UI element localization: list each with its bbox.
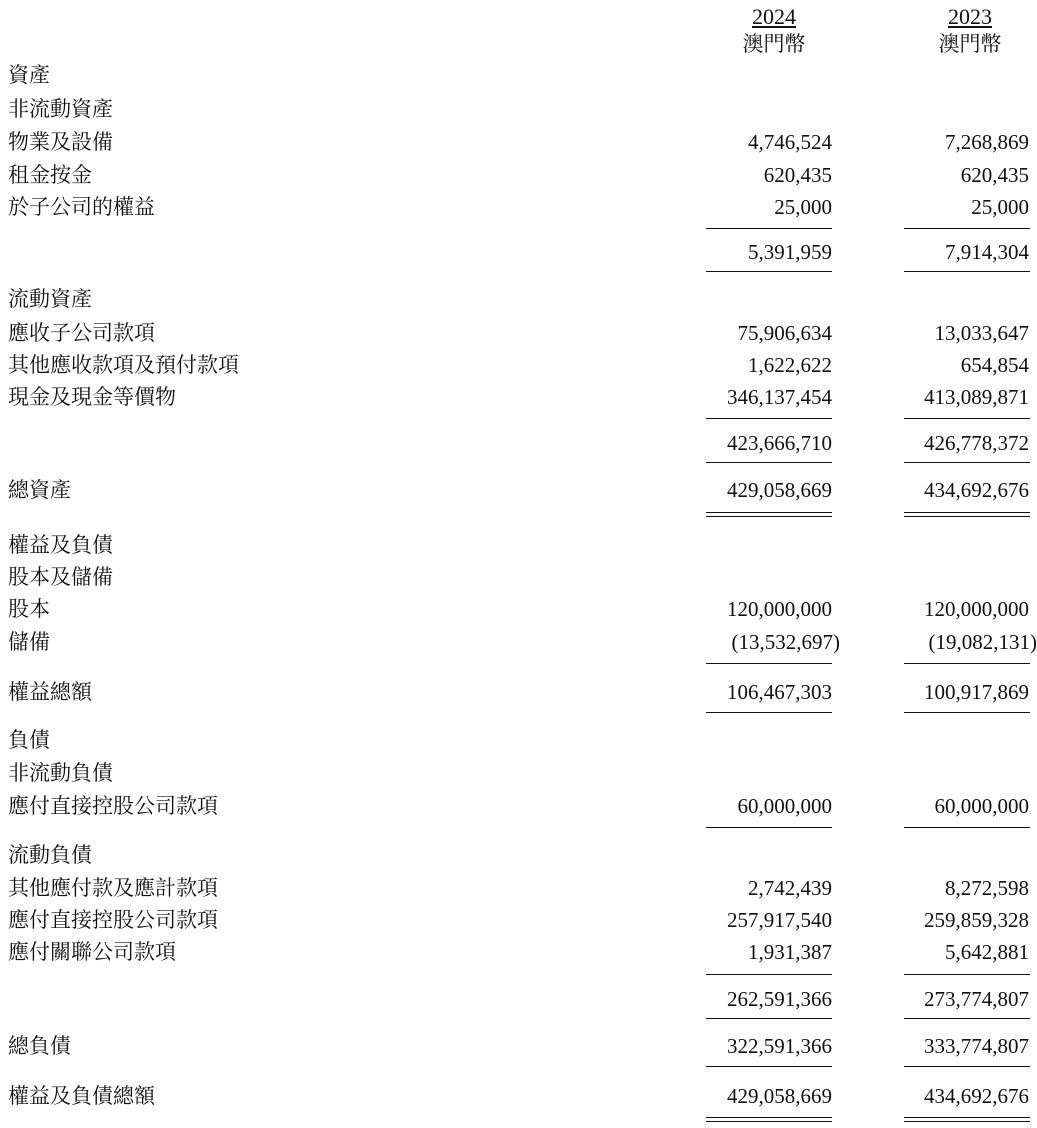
total-row [0,475,1037,505]
value-2023: 5,642,881 [945,940,1029,964]
table-row [0,905,1037,935]
subtotal-rule [904,1066,1030,1067]
subtotal-rule [706,228,832,229]
table-row [0,873,1037,903]
double-rule [706,512,832,517]
value-2024: 106,467,303 [727,680,832,704]
row-label: 非流動負債 [8,761,113,785]
value-2023: 273,774,807 [924,987,1029,1011]
value-2023: 620,435 [960,163,1029,187]
subtotal-rule [904,827,1030,828]
table-row [0,127,1037,157]
value-2023: 434,692,676 [924,1084,1029,1108]
section-heading-liabilities [0,725,1037,755]
value-2023: 60,000,000 [934,794,1029,818]
subtotal-row [0,984,1037,1014]
table-row [0,382,1037,412]
value-2024: 1,931,387 [748,940,832,964]
row-label: 其他應付款及應計款項 [8,876,218,900]
value-2024: 346,137,454 [727,385,832,409]
row-label: 應付直接控股公司款項 [8,908,218,932]
value-2023: 333,774,807 [924,1034,1029,1058]
section-heading-non-current-assets [0,94,1037,124]
row-label: 應付關聯公司款項 [8,940,176,964]
subtotal-rule [706,974,832,975]
subtotal-rule [904,712,1030,713]
subtotal-row [0,237,1037,267]
row-label: 流動負債 [8,843,92,867]
value-2023: 434,692,676 [924,478,1029,502]
value-2024: 423,666,710 [727,431,832,455]
value-2023: 7,914,304 [945,240,1029,264]
double-rule [706,1117,832,1122]
subtotal-rule [706,1066,832,1067]
value-2024: 620,435 [763,163,832,187]
subtotal-rule [706,712,832,713]
subtotal-rule [706,1018,832,1019]
double-rule [904,512,1030,517]
row-label: 應收子公司款項 [8,321,155,345]
subtotal-rule [706,418,832,419]
value-2024: 429,058,669 [727,478,832,502]
row-label: 現金及現金等價物 [8,385,176,409]
section-heading-equity-and-liabilities [0,530,1037,560]
value-2023: 25,000 [971,195,1029,219]
row-label: 資產 [8,63,50,87]
subtotal-rule [904,228,1030,229]
table-row [0,627,1037,657]
year-header-2024: 2024 [752,4,796,29]
table-row [0,350,1037,380]
subtotal-rule [706,462,832,463]
table-row [0,937,1037,967]
row-label: 股本 [8,597,50,621]
subtotal-rule [904,271,1030,272]
double-rule [904,1117,1030,1122]
value-2024: 4,746,524 [748,130,832,154]
subtotal-rule [904,462,1030,463]
value-2023: (19,082,131) [928,630,1037,654]
value-2024: 262,591,366 [727,987,832,1011]
value-2023: 100,917,869 [924,680,1029,704]
subtotal-rule [904,1018,1030,1019]
value-2024: 1,622,622 [748,353,832,377]
row-label: 應付直接控股公司款項 [8,794,218,818]
value-2024: 60,000,000 [737,794,832,818]
section-heading-current-liabilities [0,840,1037,870]
subtotal-rule [904,663,1030,664]
row-label: 非流動資產 [8,97,113,121]
value-2024: (13,532,697) [731,630,840,654]
row-label: 流動資產 [8,287,92,311]
subtotal-rule [904,974,1030,975]
section-heading-capital-and-reserves [0,562,1037,592]
value-2023: 13,033,647 [934,321,1029,345]
row-label: 於子公司的權益 [8,195,155,219]
value-2024: 322,591,366 [727,1034,832,1058]
value-2023: 120,000,000 [924,597,1029,621]
value-2024: 257,917,540 [727,908,832,932]
row-label: 權益及負債 [8,533,113,557]
value-2024: 2,742,439 [748,876,832,900]
section-heading-assets [0,60,1037,90]
row-label: 股本及儲備 [8,565,113,589]
value-2024: 429,058,669 [727,1084,832,1108]
value-2024: 25,000 [774,195,832,219]
section-heading-current-assets [0,284,1037,314]
table-row [0,160,1037,190]
subtotal-rule [706,271,832,272]
row-label: 租金按金 [8,163,92,187]
row-label: 物業及設備 [8,130,113,154]
table-row [0,594,1037,624]
value-2023: 654,854 [960,353,1029,377]
value-2023: 259,859,328 [924,908,1029,932]
subtotal-rule [706,827,832,828]
table-row [0,791,1037,821]
row-label: 儲備 [8,630,50,654]
value-2023: 7,268,869 [945,130,1029,154]
currency-header-2024: 澳門幣 [742,32,806,56]
row-label: 負債 [8,728,50,752]
year-header-2023: 2023 [948,4,992,29]
value-2024: 75,906,634 [737,321,832,345]
value-2024: 120,000,000 [727,597,832,621]
row-label: 其他應收款項及預付款項 [8,353,239,377]
row-label: 總負債 [8,1034,71,1058]
row-label: 權益總額 [8,680,92,704]
value-2023: 8,272,598 [945,876,1029,900]
row-label: 總資產 [8,478,71,502]
subtotal-rule [706,663,832,664]
table-row [0,192,1037,222]
currency-header-2023: 澳門幣 [938,32,1002,56]
subtotal-row [0,428,1037,458]
table-row [0,318,1037,348]
row-label: 權益及負債總額 [8,1084,155,1108]
value-2023: 426,778,372 [924,431,1029,455]
grand-total-row [0,1081,1037,1111]
value-2023: 413,089,871 [924,385,1029,409]
total-row [0,1031,1037,1061]
value-2024: 5,391,959 [748,240,832,264]
total-row [0,677,1037,707]
section-heading-non-current-liabilities [0,758,1037,788]
subtotal-rule [904,418,1030,419]
